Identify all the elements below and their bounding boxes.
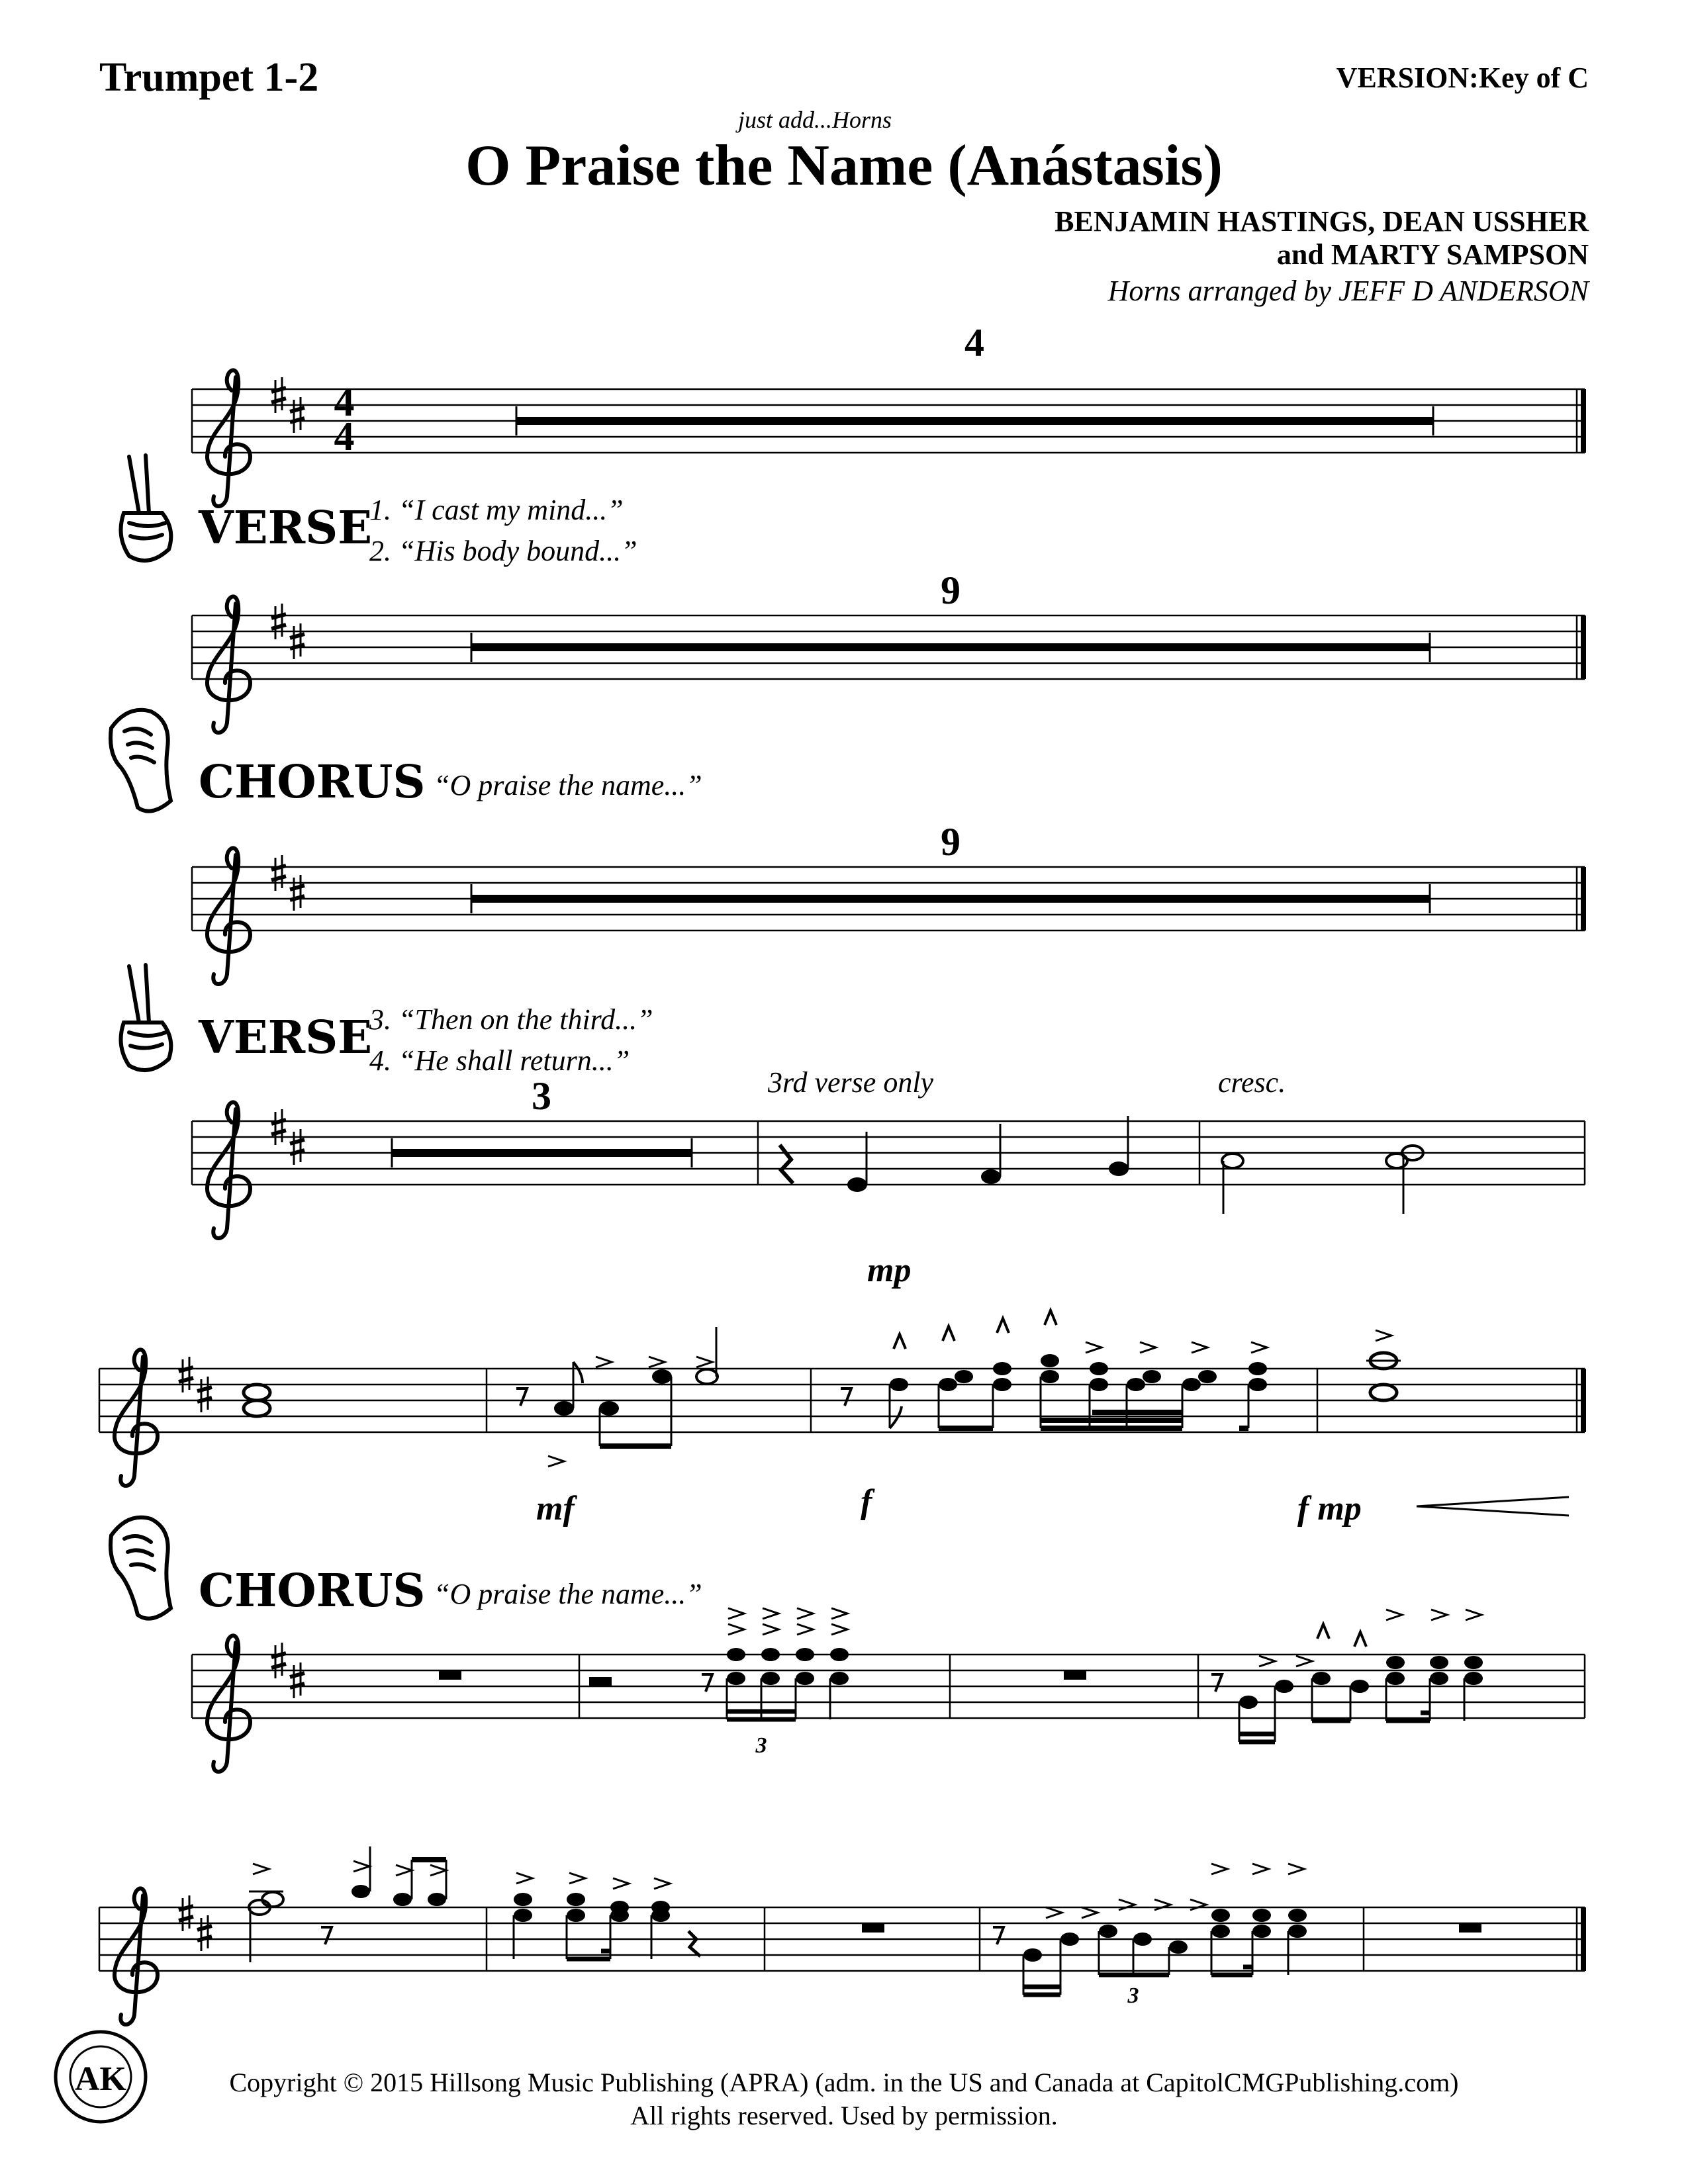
multirest-count: 4 [964, 321, 984, 365]
footer [0, 2066, 1688, 2132]
expression-cresc: cresc. [1218, 1066, 1286, 1099]
section-label-chorus-2: CHORUS [199, 1565, 426, 1617]
part-name: Trumpet 1-2 [99, 55, 319, 100]
dynamic-mp: mp [867, 1251, 912, 1289]
cue-line: 4. “He shall return...” [369, 1044, 630, 1077]
staff-chorus-1 [192, 820, 1586, 984]
copyright-notice: Copyright © 2015 Hillsong Music Publishing (APRA) (adm. in the US and Canada at CapitolCMGPublishing.com) [229, 2068, 1459, 2097]
chorus-2-cue: “O praise the name...” [434, 1578, 702, 1610]
song-title: O Praise the Name (Anástasis) [465, 134, 1223, 198]
tuplet-number: 3 [1127, 1983, 1139, 2008]
series-label: just add...Horns [738, 107, 892, 133]
staff-line-7 [99, 1846, 1586, 2025]
tuplet-number: 3 [755, 1733, 767, 1758]
arranger-credit: Horns arranged by JEFF D ANDERSON [1107, 275, 1589, 307]
cue-line: 1. “I cast my mind...” [369, 494, 624, 526]
section-label-verse-1: VERSE [199, 502, 373, 555]
multirest-count: 3 [532, 1074, 551, 1118]
chorus-1-cue: “O praise the name...” [434, 769, 702, 801]
section-label-chorus-1: CHORUS [199, 756, 426, 809]
logo-text: AK [75, 2060, 126, 2098]
composers-line-2: and MARTY SAMPSON [1276, 238, 1589, 271]
multirest-count: 9 [941, 569, 961, 612]
composers-line-1: BENJAMIN HASTINGS, DEAN USSHER [1055, 205, 1589, 238]
staff-line-5 [99, 1310, 1586, 1516]
staff-verse-2 [192, 1074, 1585, 1238]
cue-line: 3. “Then on the third...” [369, 1003, 653, 1036]
dynamic-f-mp: f mp [1297, 1490, 1362, 1527]
dynamic-f: f [861, 1483, 872, 1521]
staff-intro [192, 321, 1586, 506]
time-sig-bottom: 4 [334, 414, 355, 459]
expression-third-verse-only: 3rd verse only [768, 1066, 934, 1099]
time-sig-top: 4 [334, 380, 355, 425]
section-label-verse-2: VERSE [199, 1011, 373, 1064]
dynamic-mf: mf [536, 1490, 575, 1527]
rights-notice: All rights reserved. Used by permission. [630, 2101, 1058, 2130]
staff-verse-1 [192, 569, 1586, 733]
staff-chorus-2 [192, 1608, 1585, 1772]
multirest-count: 9 [941, 820, 961, 864]
cue-line: 2. “His body bound...” [369, 535, 637, 567]
version-label: VERSION:Key of C [1336, 62, 1589, 94]
